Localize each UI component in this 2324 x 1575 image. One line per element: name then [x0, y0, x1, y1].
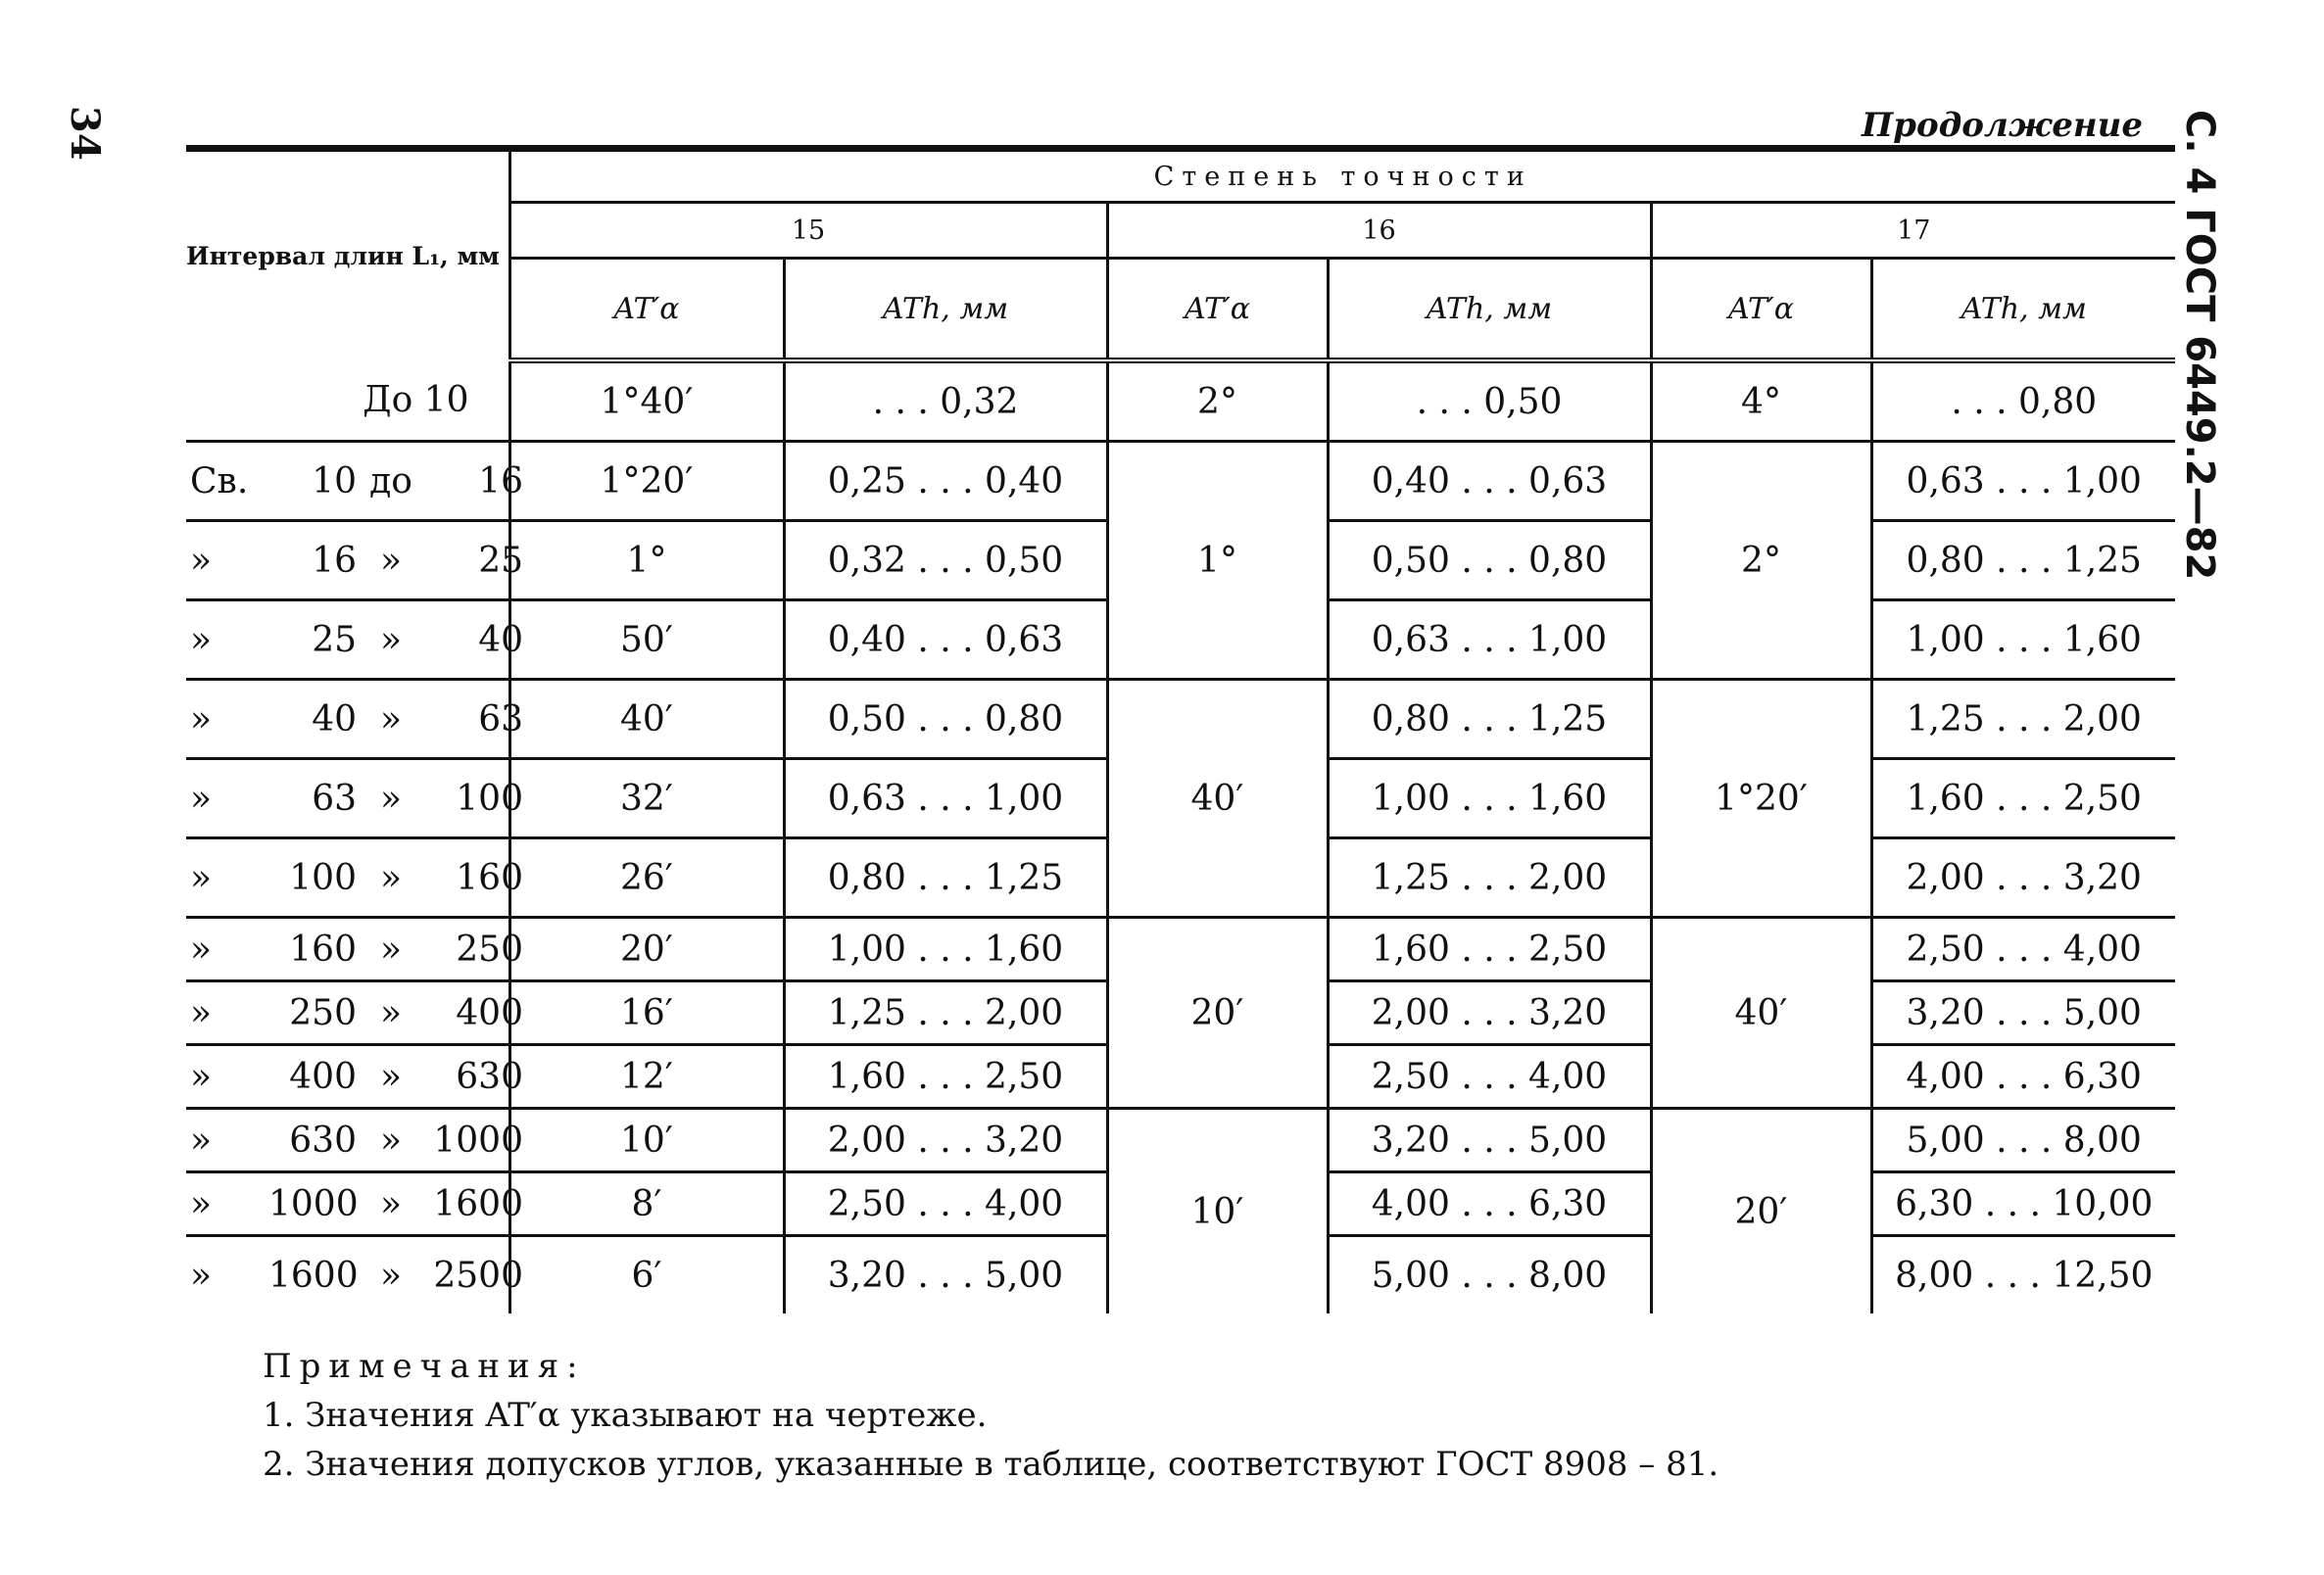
g15-h-cell: 1,00 . . . 1,60 [784, 918, 1107, 981]
page-number: 34 [62, 106, 108, 161]
g15-angle-cell: 32′ [509, 759, 784, 838]
interval-cell: » 1000 » 1600 [186, 1172, 509, 1236]
g15-angle-cell: 40′ [509, 680, 784, 759]
g17-h-cell: . . . 0,80 [1871, 360, 2175, 442]
header-16-h: ATh, мм [1328, 259, 1651, 361]
g16-angle-cell: 10′ [1107, 1109, 1328, 1314]
interval-cell: » 630 » 1000 [186, 1109, 509, 1172]
g15-h-cell: 1,25 . . . 2,00 [784, 981, 1107, 1045]
g17-h-cell: 6,30 . . . 10,00 [1871, 1172, 2175, 1236]
g17-angle-cell: 4° [1651, 360, 1871, 442]
g15-angle-cell: 10′ [509, 1109, 784, 1172]
g17-h-cell: 2,00 . . . 3,20 [1871, 838, 2175, 918]
continuation-label: Продолжение [1862, 106, 2143, 145]
interval-text: До 10 [363, 380, 469, 420]
g17-h-cell: 1,25 . . . 2,00 [1871, 680, 2175, 759]
notes-title: Примечания: [263, 1347, 586, 1386]
g17-h-cell: 4,00 . . . 6,30 [1871, 1045, 2175, 1109]
tolerance-table-body [186, 360, 2175, 1313]
g15-h-cell: 0,40 . . . 0,63 [784, 600, 1107, 680]
interval-cell: » 40 » 63 [186, 680, 509, 759]
g15-angle-cell: 1°40′ [509, 360, 784, 442]
interval-cell: » 160 » 250 [186, 918, 509, 981]
header-accuracy-grade: Степень точности [509, 149, 2175, 203]
g17-h-cell: 0,63 . . . 1,00 [1871, 442, 2175, 521]
g16-angle-cell: 2° [1107, 360, 1328, 442]
g15-h-cell: 0,50 . . . 0,80 [784, 680, 1107, 759]
header-17-h: ATh, мм [1871, 259, 2175, 361]
g15-angle-cell: 1°20′ [509, 442, 784, 521]
table-row [186, 442, 2175, 521]
g17-angle-cell: 40′ [1651, 918, 1871, 1109]
g16-h-cell: 3,20 . . . 5,00 [1328, 1109, 1651, 1172]
g15-angle-cell: 26′ [509, 838, 784, 918]
table-row [186, 360, 2175, 442]
interval-cell: » 400 » 630 [186, 1045, 509, 1109]
header-17-angle: AT′α [1651, 259, 1871, 361]
g16-h-cell: 2,50 . . . 4,00 [1328, 1045, 1651, 1109]
g16-angle-cell: 20′ [1107, 918, 1328, 1109]
g16-angle-cell: 1° [1107, 442, 1328, 680]
g16-h-cell: 5,00 . . . 8,00 [1328, 1236, 1651, 1314]
note-item-2: 2. Значения допусков углов, указанные в таблице, соответствуют ГОСТ 8908 – 81. [263, 1445, 1719, 1484]
g16-h-cell: 0,50 . . . 0,80 [1328, 521, 1651, 600]
table-row [186, 1109, 2175, 1172]
header-grade-17: 17 [1651, 203, 2175, 259]
g17-h-cell: 5,00 . . . 8,00 [1871, 1109, 2175, 1172]
g15-angle-cell: 16′ [509, 981, 784, 1045]
table-row [186, 918, 2175, 981]
interval-cell: » 250 » 400 [186, 981, 509, 1045]
g15-angle-cell: 12′ [509, 1045, 784, 1109]
g15-h-cell: 1,60 . . . 2,50 [784, 1045, 1107, 1109]
header-interval: Интервал длин L₁, мм [186, 149, 509, 361]
note-item-1: 1. Значения AT′α указывают на чертеже. [263, 1396, 988, 1435]
g16-h-cell: 0,80 . . . 1,25 [1328, 680, 1651, 759]
g16-h-cell: . . . 0,50 [1328, 360, 1651, 442]
g17-h-cell: 1,00 . . . 1,60 [1871, 600, 2175, 680]
g15-h-cell: 2,50 . . . 4,00 [784, 1172, 1107, 1236]
g17-h-cell: 0,80 . . . 1,25 [1871, 521, 2175, 600]
interval-cell: » 100 » 160 [186, 838, 509, 918]
header-15-angle: AT′α [509, 259, 784, 361]
interval-cell: » 1600 » 2500 [186, 1236, 509, 1314]
interval-cell: » 16 » 25 [186, 521, 509, 600]
g17-h-cell: 3,20 . . . 5,00 [1871, 981, 2175, 1045]
g17-h-cell: 2,50 . . . 4,00 [1871, 918, 2175, 981]
g15-angle-cell: 6′ [631, 1255, 662, 1296]
header-grade-15: 15 [509, 203, 1107, 259]
g16-h-cell: 0,63 . . . 1,00 [1328, 600, 1651, 680]
g17-angle-cell: 1°20′ [1651, 680, 1871, 918]
g16-h-cell: 1,60 . . . 2,50 [1328, 918, 1651, 981]
g15-angle-cell: 1° [509, 521, 784, 600]
g15-h-cell: 0,32 . . . 0,50 [784, 521, 1107, 600]
interval-cell: » 63 » 100 [186, 759, 509, 838]
g15-h-cell: 0,63 . . . 1,00 [784, 759, 1107, 838]
interval-cell: » 25 » 40 [186, 600, 509, 680]
g16-h-cell: 0,40 . . . 0,63 [1328, 442, 1651, 521]
table-row [186, 680, 2175, 759]
g16-h-cell: 4,00 . . . 6,30 [1328, 1172, 1651, 1236]
g17-angle-cell: 2° [1651, 442, 1871, 680]
g16-h-cell: 1,00 . . . 1,60 [1328, 759, 1651, 838]
header-grade-16: 16 [1107, 203, 1651, 259]
tolerance-table-container [186, 145, 2175, 1313]
g16-h-cell: 2,00 . . . 3,20 [1328, 981, 1651, 1045]
g17-angle-cell: 20′ [1651, 1109, 1871, 1314]
notes-section [263, 1342, 1719, 1489]
g15-angle-cell: 8′ [509, 1172, 784, 1236]
g15-h-cell: 0,25 . . . 0,40 [784, 442, 1107, 521]
g15-h-cell: 3,20 . . . 5,00 [784, 1236, 1107, 1314]
g15-h-cell: . . . 0,32 [784, 360, 1107, 442]
g17-h-cell: 8,00 . . . 12,50 [1871, 1236, 2175, 1314]
g15-angle-cell: 50′ [509, 600, 784, 680]
header-16-angle: AT′α [1107, 259, 1328, 361]
header-15-h: ATh, мм [784, 259, 1107, 361]
g17-h-cell: 1,60 . . . 2,50 [1871, 759, 2175, 838]
g15-angle-cell: 20′ [509, 918, 784, 981]
g16-angle-cell: 40′ [1107, 680, 1328, 918]
tolerance-table [186, 145, 2175, 1313]
g16-h-cell: 1,25 . . . 2,00 [1328, 838, 1651, 918]
g15-h-cell: 0,80 . . . 1,25 [784, 838, 1107, 918]
standard-side-label: С. 4 ГОСТ 6449.2—82 [2177, 110, 2222, 581]
g15-h-cell: 2,00 . . . 3,20 [784, 1109, 1107, 1172]
interval-cell [186, 360, 509, 442]
interval-cell: Св. 10 до 16 [186, 442, 509, 521]
